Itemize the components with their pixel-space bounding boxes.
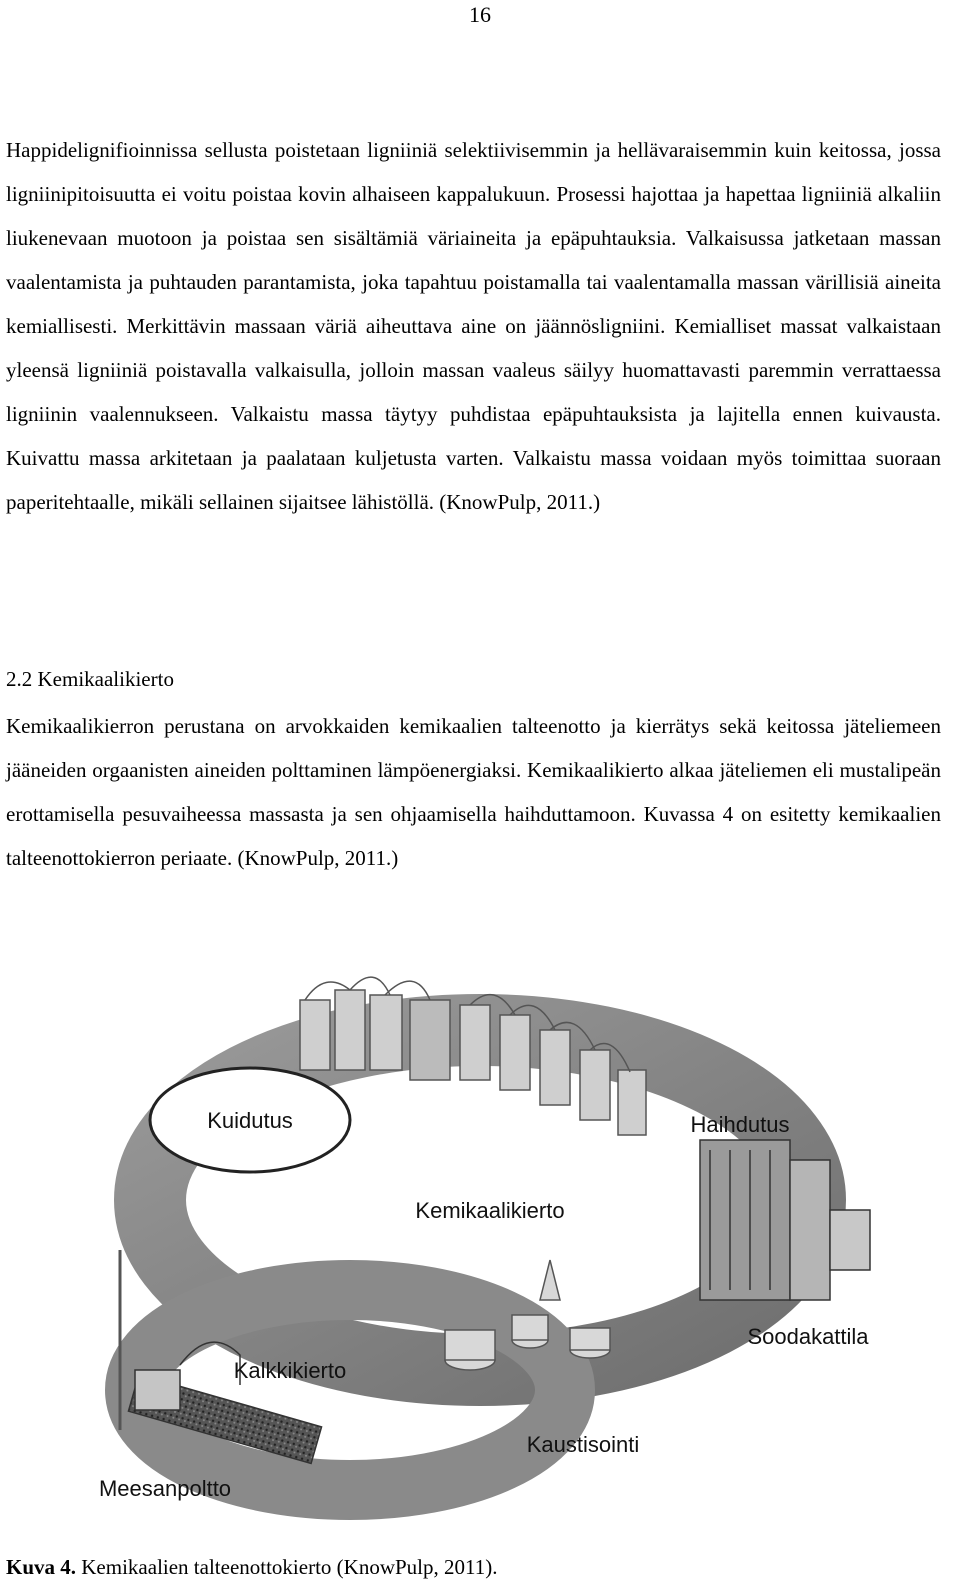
recovery-boiler-equipment bbox=[700, 1140, 870, 1300]
label-soodakattila: Soodakattila bbox=[747, 1324, 869, 1349]
caption-text: Kemikaalien talteenottokierto (KnowPulp, 2011). bbox=[76, 1555, 498, 1579]
page-number: 16 bbox=[469, 2, 491, 27]
paragraph-bleaching: Happidelignifioinnissa sellusta poistetaan ligniiniä selektiivisemmin ja hellävaraisemmin kuin keitossa, jossa ligniinipitoisuutta ei voitu poistaa kovin alhaiseen kappalukuun. Prosessi hajottaa ja hapettaa ligniiniä alkaliin liukenevaan muotoon ja poistaa sen sisältämiä väriaineita ja epäpuhtauksia. Valkaisussa jatketaan massan vaalentamista ja puhtauden parantamista, joka tapahtuu poistamalla tai vaalentamalla massan värillisiä aineita kemiallisesti. Merkittävin massaan väriä aiheuttava aine on jäännösligniini. Kemialliset massat valkaistaan yleensä ligniiniä poistavalla valkaisulla, jolloin massan vaaleus säilyy huomattavasti paremmin verrattaessa ligniinin vaalennukseen. Valkaistu massa täytyy puhdistaa epäpuhtauksista ja lajitella ennen kuivausta. Kuivattu massa arkitetaan ja paalataan kuljetusta varten. Valkaistu massa voidaan myös toimittaa suoraan paperitehtaalle, mikäli sellainen sijaitsee lähistöllä. (KnowPulp, 2011.) bbox=[6, 138, 941, 514]
label-kuidutus: Kuidutus bbox=[207, 1108, 293, 1133]
label-kemikaalikierto: Kemikaalikierto bbox=[415, 1198, 565, 1223]
cycle-diagram bbox=[50, 960, 920, 1540]
label-meesanpoltto: Meesanpoltto bbox=[98, 1476, 232, 1501]
figure-caption bbox=[6, 1552, 497, 1582]
label-haihdutus: Haihdutus bbox=[690, 1112, 790, 1137]
caption-prefix: Kuva 4. bbox=[6, 1555, 77, 1579]
label-kaustisointi: Kaustisointi bbox=[526, 1432, 640, 1457]
chemical-recovery-figure bbox=[50, 960, 920, 1540]
paragraph-chemical-cycle: Kemikaalikierron perustana on arvokkaiden kemikaalien talteenotto ja kierrätys sekä keitossa jäteliemeen jääneiden orgaanisten aineiden polttaminen lämpöenergiaksi. Kemikaalikierto alkaa jäteliemen eli mustalipeän erottamisella pesuvaiheessa massasta ja sen ohjaamisella haihduttamoon. Kuvassa 4 on esitetty kemikaalien talteenottokierron periaate. (KnowPulp, 2011.) bbox=[6, 714, 941, 870]
section-heading: 2.2 Kemikaalikierto bbox=[6, 667, 174, 691]
label-kalkkikierto: Kalkkikierto bbox=[233, 1358, 347, 1383]
